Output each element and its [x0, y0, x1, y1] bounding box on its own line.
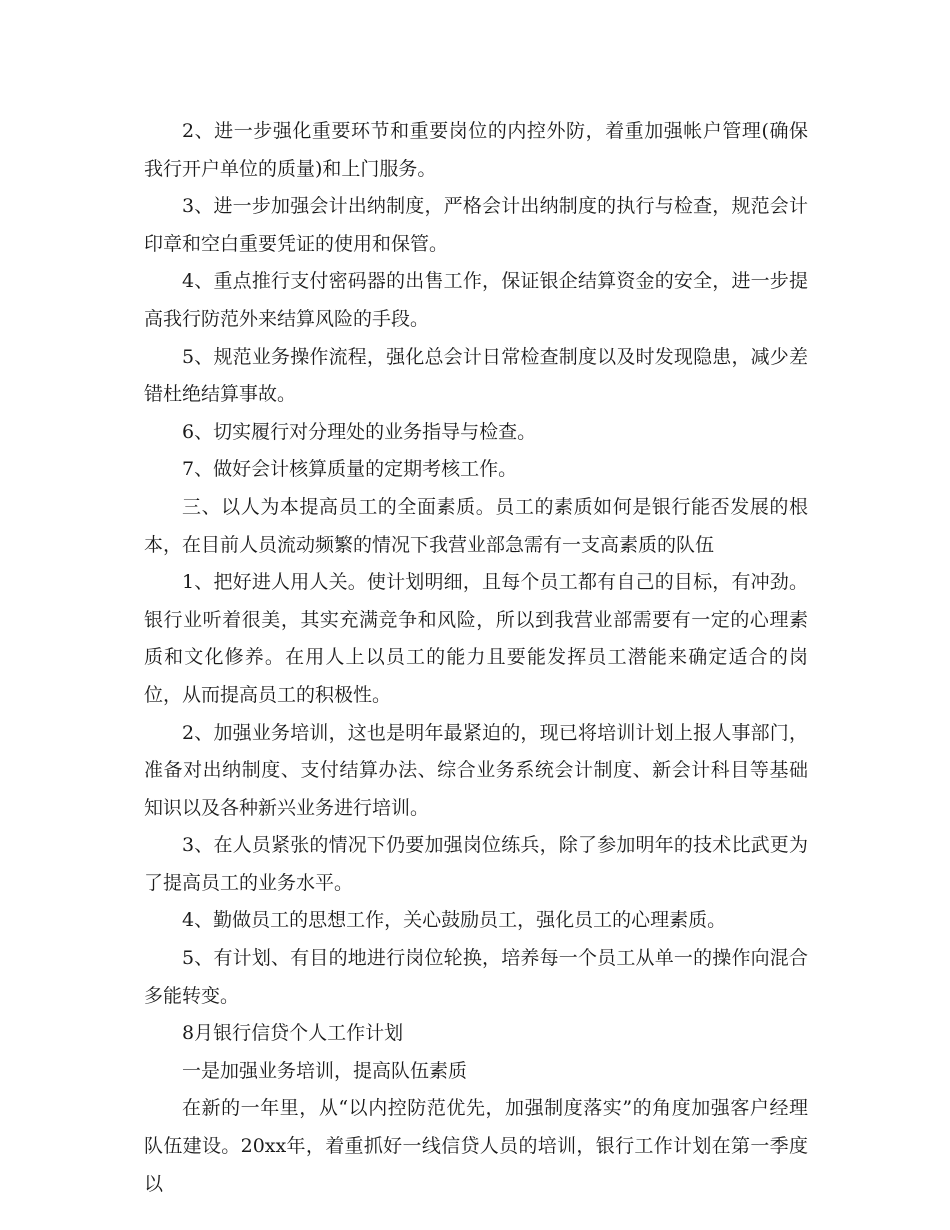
paragraph-staff-3: 3、在人员紧张的情况下仍要加强岗位练兵，除了参加明年的技术比武更为了提高员工的业务水平。: [144, 834, 808, 894]
paragraph-item-3: 3、进一步加强会计出纳制度，严格会计出纳制度的执行与检查，规范会计印章和空白重要凭证的使用和保管。: [144, 195, 808, 255]
paragraph-staff-2: 2、加强业务培训，这也是明年最紧迫的，现已将培训计划上报人事部门，准备对出纳制度、支付结算办法、综合业务系统会计制度、新会计科目等基础知识以及各种新兴业务进行培训。: [144, 721, 808, 819]
paragraph-item-2: 2、进一步强化重要环节和重要岗位的内控外防，着重加强帐户管理(确保我行开户单位的质量)和上门服务。: [144, 120, 808, 180]
paragraph-item-4: 4、重点推行支付密码器的出售工作，保证银企结算资金的安全，进一步提高我行防范外来结算风险的手段。: [144, 270, 808, 330]
paragraph-item-7: 7、做好会计核算质量的定期考核工作。: [182, 458, 518, 481]
section-heading-three: 三、以人为本提高员工的全面素质。员工的素质如何是银行能否发展的根本，在目前人员流动频繁的情况下我营业部急需有一支高素质的队伍: [144, 495, 808, 556]
plan-title: 8月银行信贷个人工作计划: [182, 1022, 404, 1045]
paragraph-staff-4: 4、勤做员工的思想工作，关心鼓励员工，强化员工的心理素质。: [182, 909, 727, 932]
plan-subheading: 一是加强业务培训，提高队伍素质: [182, 1059, 468, 1082]
document-body: [144, 113, 808, 1203]
plan-paragraph: 在新的一年里，从“以内控防范优先，加强制度落实”的角度加强客户经理队伍建设。20xx年，着重抓好一线信贷人员的培训，银行工作计划在第一季度以: [144, 1097, 808, 1195]
paragraph-item-5: 5、规范业务操作流程，强化总会计日常检查制度以及时发现隐患，减少差错杜绝结算事故。: [144, 345, 808, 406]
paragraph-staff-1: 1、把好进人用人关。使计划明细，且每个员工都有自己的目标，有冲劲。银行业听着很美，其实充满竞争和风险，所以到我营业部需要有一定的心理素质和文化修养。在用人上以员工的能力且要能发挥员工潜能来确定适合的岗位，从而提高员工的积极性。: [144, 571, 808, 706]
paragraph-staff-5: 5、有计划、有目的地进行岗位轮换，培养每一个员工从单一的操作向混合多能转变。: [144, 947, 808, 1007]
paragraph-item-6: 6、切实履行对分理处的业务指导与检查。: [182, 420, 537, 443]
